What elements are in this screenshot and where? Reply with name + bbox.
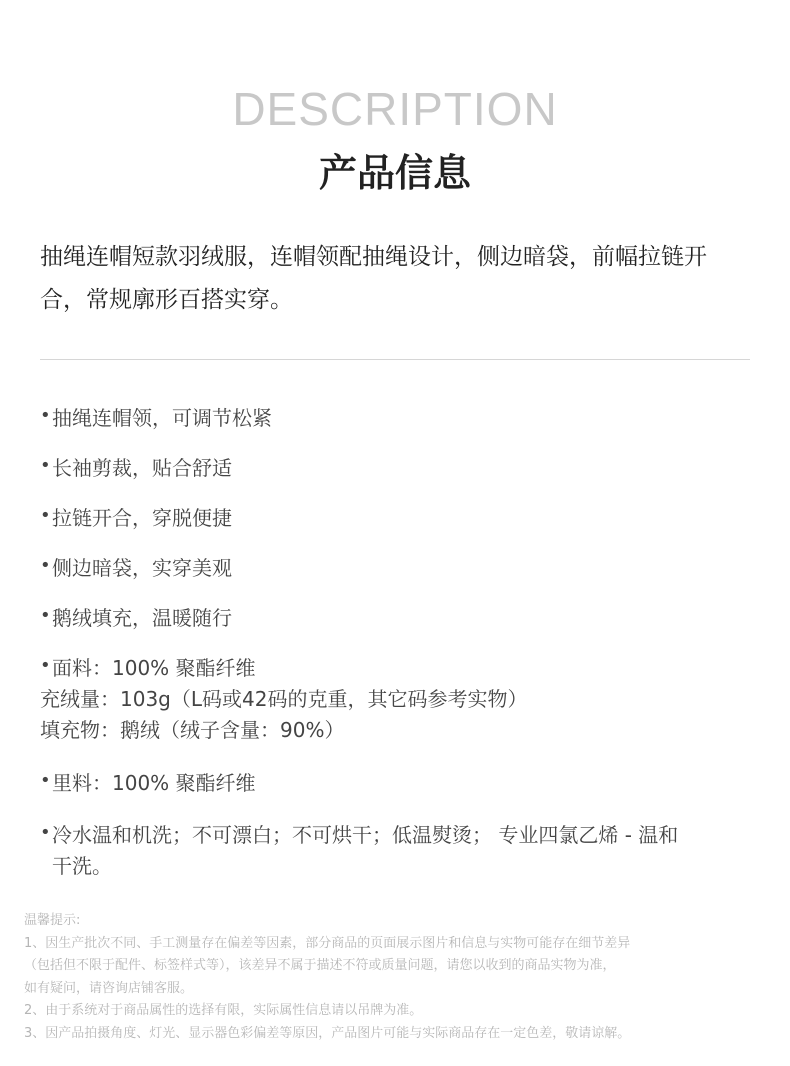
feature-text: 长袖剪裁，贴合舒适 <box>52 456 232 480</box>
feature-text: 里料：100% 聚酯纤维 <box>52 771 256 795</box>
bullet-icon: • <box>40 655 51 676</box>
feature-text: 面料：100% 聚酯纤维 <box>52 656 256 680</box>
notice-line: 2、由于系统对于商品属性的选择有限，实际属性信息请以吊牌为准。 <box>24 1003 423 1018</box>
bullet-icon: • <box>40 455 51 476</box>
bullet-icon: • <box>40 505 51 526</box>
feature-text: 侧边暗袋，实穿美观 <box>52 556 232 580</box>
notice-line: （包括但不限于配件、标签样式等），该差异不属于描述不符或质量问题，请您以收到的商品实物为准， <box>24 958 616 973</box>
bullet-icon: • <box>40 405 51 426</box>
notice-section <box>24 910 774 1045</box>
notice-line: 3、因产品拍摄角度、灯光、显示器色彩偏差等原因，产品图片可能与实际商品存在一定色差，敬请谅解。 <box>24 1025 631 1041</box>
feature-text: 冷水温和机洗；不可漂白；不可烘干；低温熨烫； 专业四氯乙烯 - 温和 <box>52 823 679 847</box>
feature-item <box>40 503 752 534</box>
feature-text: 鹅绒填充，温暖随行 <box>52 606 232 630</box>
bullet-icon: • <box>40 770 51 791</box>
feature-text: 拉链开合，穿脱便捷 <box>52 506 232 530</box>
notice-title: 温馨提示: <box>24 913 81 928</box>
feature-item-material <box>40 653 752 746</box>
heading-product-info: 产品信息 <box>318 151 471 195</box>
section-divider <box>40 359 750 360</box>
feature-item-care <box>40 820 752 882</box>
notice-line: 如有疑问，请咨询店铺客服。 <box>24 980 194 996</box>
notice-line: 1、因生产批次不同、手工测量存在偏差等因素，部分商品的页面展示图片和信息与实物可能存在细节差异 <box>24 935 631 951</box>
bullet-icon: • <box>40 555 51 576</box>
feature-text: 充绒量：103g（L码或42码的克重，其它码参考实物） <box>40 687 528 711</box>
feature-item <box>40 553 752 584</box>
feature-item <box>40 768 752 799</box>
bullet-icon: • <box>40 605 51 626</box>
heading-description-en: DESCRIPTION <box>232 83 558 135</box>
feature-item <box>40 453 752 484</box>
feature-item <box>40 603 752 634</box>
feature-text: 填充物：鹅绒（绒子含量：90%） <box>40 718 345 742</box>
product-intro-text: 抽绳连帽短款羽绒服，连帽领配抽绳设计，侧边暗袋，前幅拉链开合，常规廓形百搭实穿。 <box>40 244 707 313</box>
feature-item <box>40 403 752 434</box>
feature-text: 干洗。 <box>52 854 112 878</box>
feature-text: 抽绳连帽领，可调节松紧 <box>52 406 272 430</box>
bullet-icon: • <box>40 822 51 843</box>
